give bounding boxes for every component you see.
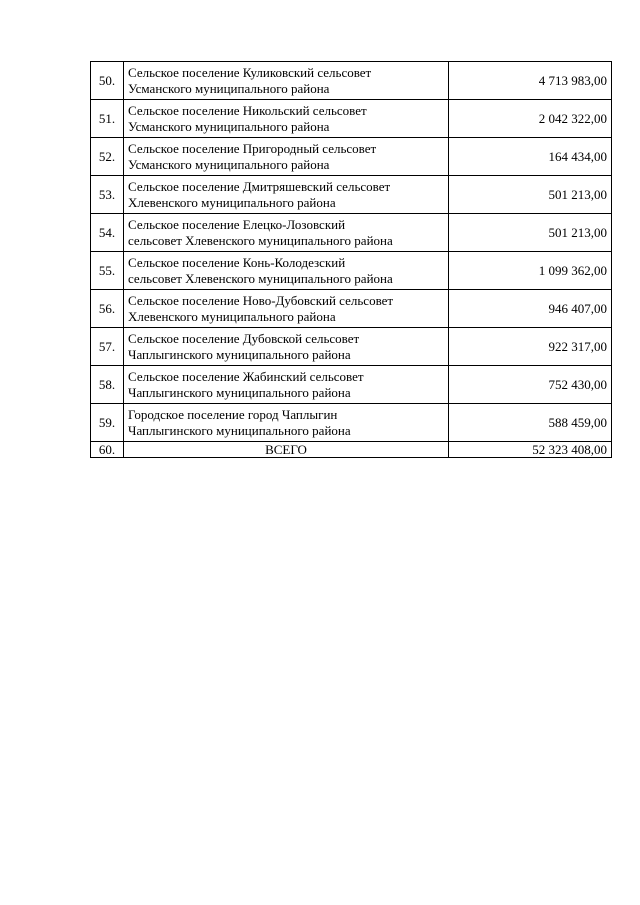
amount-cell: 501 213,00 xyxy=(449,176,612,214)
settlement-name xyxy=(124,404,449,442)
settlement-name-line: Сельское поселение Елецко-Лозовский xyxy=(128,216,346,232)
row-number: 60. xyxy=(91,442,124,458)
settlement-name-line: Сельское поселение Дмитряшевский сельсовет xyxy=(128,178,391,194)
settlement-name xyxy=(124,290,449,328)
row-number: 58. xyxy=(91,366,124,404)
table-row xyxy=(91,100,612,138)
settlement-name-line: Чаплыгинского муниципального района xyxy=(128,422,351,438)
settlement-name xyxy=(124,138,449,176)
amount-cell: 588 459,00 xyxy=(449,404,612,442)
settlement-name xyxy=(124,62,449,100)
total-row xyxy=(91,442,612,458)
settlement-name xyxy=(124,100,449,138)
table-row xyxy=(91,290,612,328)
amount-cell: 501 213,00 xyxy=(449,214,612,252)
row-number: 50. xyxy=(91,62,124,100)
amount-cell: 2 042 322,00 xyxy=(449,100,612,138)
settlement-name-line: Сельское поселение Жабинский сельсовет xyxy=(128,368,364,384)
table-row xyxy=(91,176,612,214)
settlement-name-line: Сельское поселение Пригородный сельсовет xyxy=(128,140,377,156)
amount-cell: 1 099 362,00 xyxy=(449,252,612,290)
settlement-name-line: Чаплыгинского муниципального района xyxy=(128,384,351,400)
row-number: 51. xyxy=(91,100,124,138)
settlement-name-line: Сельское поселение Ново-Дубовский сельсовет xyxy=(128,292,394,308)
table-row xyxy=(91,214,612,252)
row-number: 54. xyxy=(91,214,124,252)
settlement-name-line: Городское поселение город Чаплыгин xyxy=(128,406,338,422)
table-row xyxy=(91,62,612,100)
row-number: 52. xyxy=(91,138,124,176)
table-row xyxy=(91,404,612,442)
table-row xyxy=(91,138,612,176)
settlement-name-line: Хлевенского муниципального района xyxy=(128,194,336,210)
row-number: 57. xyxy=(91,328,124,366)
settlement-name-line: Сельское поселение Дубовской сельсовет xyxy=(128,330,360,346)
table-row xyxy=(91,328,612,366)
amount-cell: 752 430,00 xyxy=(449,366,612,404)
settlement-name xyxy=(124,252,449,290)
settlement-name-line: Усманского муниципального района xyxy=(128,156,330,172)
amount-cell: 4 713 983,00 xyxy=(449,62,612,100)
amount-cell: 922 317,00 xyxy=(449,328,612,366)
table-row xyxy=(91,366,612,404)
settlement-name-line: Сельское поселение Конь-Колодезский xyxy=(128,254,346,270)
settlement-name xyxy=(124,328,449,366)
settlement-name-line: Усманского муниципального района xyxy=(128,118,330,134)
total-label: ВСЕГО xyxy=(124,442,449,458)
row-number: 53. xyxy=(91,176,124,214)
settlement-name xyxy=(124,366,449,404)
settlement-name xyxy=(124,214,449,252)
allocation-table xyxy=(90,61,612,458)
row-number: 55. xyxy=(91,252,124,290)
settlement-name-line: Сельское поселение Никольский сельсовет xyxy=(128,102,367,118)
row-number: 56. xyxy=(91,290,124,328)
settlement-name-line: Хлевенского муниципального района xyxy=(128,308,336,324)
amount-cell: 946 407,00 xyxy=(449,290,612,328)
table-row xyxy=(91,252,612,290)
settlement-name xyxy=(124,176,449,214)
settlement-name-line: сельсовет Хлевенского муниципального района xyxy=(128,270,393,286)
total-amount: 52 323 408,00 xyxy=(449,442,612,458)
settlement-name-line: Усманского муниципального района xyxy=(128,80,330,96)
settlement-name-line: сельсовет Хлевенского муниципального района xyxy=(128,232,393,248)
settlement-name-line: Чаплыгинского муниципального района xyxy=(128,346,351,362)
settlement-name-line: Сельское поселение Куликовский сельсовет xyxy=(128,64,372,80)
row-number: 59. xyxy=(91,404,124,442)
amount-cell: 164 434,00 xyxy=(449,138,612,176)
